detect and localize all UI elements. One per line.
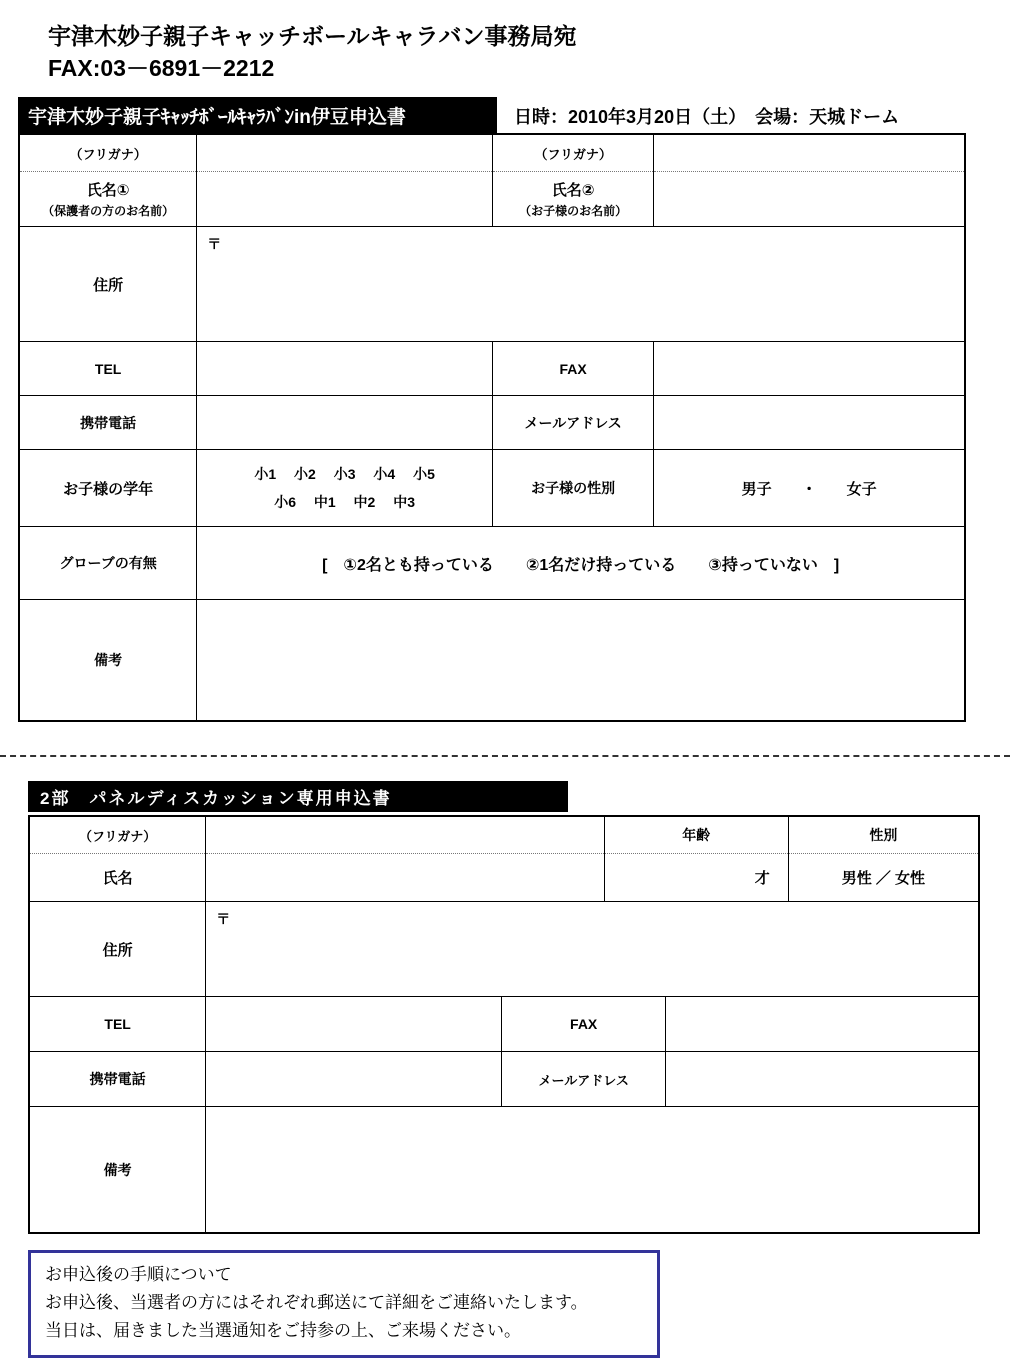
grade-options-line1: 小1 小2 小3 小4 小5 — [254, 466, 435, 482]
datetime-venue-line: 日時：2010年3月20日（土） 会場：天城ドーム — [514, 107, 900, 127]
name2-label-main: 氏名② — [551, 182, 595, 199]
child-gender-options: 男子 ・ 女子 — [741, 480, 877, 498]
table-row — [20, 600, 964, 720]
email-label: メールアドレス — [493, 396, 654, 449]
name2-label — [493, 172, 653, 226]
table-row — [30, 817, 978, 902]
table-row — [20, 227, 964, 342]
address-label: 住所 — [20, 227, 197, 341]
furigana-label-2: （フリガナ） — [493, 135, 653, 172]
glove-label: グローブの有無 — [20, 527, 197, 599]
notes-input-area — [197, 600, 964, 720]
notice-box — [28, 1250, 660, 1358]
email-input-area — [654, 396, 964, 449]
section1-application-table — [18, 133, 966, 722]
child-gender-label: お子様の性別 — [493, 450, 654, 526]
furigana1-input-area — [197, 135, 492, 172]
furigana-input-area — [206, 817, 603, 854]
email-input-area-2 — [666, 1052, 978, 1106]
table-row — [20, 135, 964, 227]
notice-line-2: お申込後、当選者の方にはそれぞれ郵送にて詳細をご連絡いたします。 — [45, 1293, 588, 1313]
notes-input-area-2 — [206, 1107, 978, 1232]
fax-label-2: FAX — [502, 997, 666, 1051]
grade-options-line2: 小6 中1 中2 中3 — [274, 494, 416, 510]
name1-input-area — [197, 135, 493, 226]
fax-label: FAX — [493, 342, 654, 395]
name1-label-main: 氏名① — [86, 182, 130, 199]
mobile-label: 携帯電話 — [20, 396, 197, 449]
mobile-label-2: 携帯電話 — [30, 1052, 206, 1106]
name1-label-cell — [20, 135, 197, 226]
fax-recipient-line: 宇津木妙子親子キャッチボールキャラバン事務局宛 — [48, 23, 577, 49]
section2-title-bar — [28, 781, 568, 812]
table-row — [30, 1052, 978, 1107]
table-row — [20, 450, 964, 527]
age-cell — [605, 817, 789, 901]
name1-label-sub: （保護者の方のお名前） — [42, 204, 175, 218]
notes-label-2: 備考 — [30, 1107, 206, 1232]
section1-title-bar — [18, 97, 497, 133]
gender-label: 性別 — [789, 817, 978, 854]
tel-input-area-2 — [206, 997, 502, 1051]
grade-options-area — [197, 450, 493, 526]
address-label-2: 住所 — [30, 902, 206, 996]
furigana-label-1: （フリガナ） — [20, 135, 196, 172]
fax-number-line: FAX:03－6891－2212 — [48, 55, 275, 82]
grade-label: お子様の学年 — [20, 450, 197, 526]
tel-label-2: TEL — [30, 997, 206, 1051]
gender-options: 男性 ／ 女性 — [841, 870, 926, 887]
mobile-input-area-2 — [206, 1052, 502, 1106]
section2-title: 2部 パネルディスカッション専用申込書 — [40, 789, 392, 808]
age-unit: 才 — [754, 870, 770, 887]
tel-label: TEL — [20, 342, 197, 395]
section1-title: 宇津木妙子親子ｷｬｯﾁﾎﾞｰﾙｷｬﾗﾊﾞﾝin伊豆申込書 — [28, 106, 406, 128]
name-label: 氏名 — [102, 870, 133, 887]
table-row — [20, 342, 964, 396]
email-label-2: メールアドレス — [502, 1052, 666, 1106]
name2-label-sub: （お子様のお名前） — [519, 204, 628, 218]
table-row — [30, 1107, 978, 1232]
fax-input-area-2 — [666, 997, 978, 1051]
tel-input-area — [197, 342, 493, 395]
table-row — [20, 396, 964, 450]
page-header — [48, 20, 577, 84]
age-label: 年齢 — [605, 817, 788, 854]
table-row — [20, 527, 964, 600]
notes-label: 備考 — [20, 600, 197, 720]
section2-application-table — [28, 815, 980, 1234]
mobile-input-area — [197, 396, 493, 449]
name2-input-area — [654, 135, 964, 226]
postal-mark-2: 〒 — [216, 911, 231, 927]
address-input-area-2 — [206, 902, 978, 996]
notice-line-1: お申込後の手順について — [45, 1265, 232, 1284]
table-row — [30, 997, 978, 1052]
gender-cell — [789, 817, 978, 901]
dashed-cut-separator — [0, 755, 1010, 757]
name-label-cell — [30, 817, 206, 901]
glove-options: [ ①2名とも持っている ②1名だけ持っている ③持っていない ] — [322, 556, 840, 574]
address-input-area — [197, 227, 964, 341]
name-input-area — [206, 817, 604, 901]
table-row — [30, 902, 978, 997]
furigana-label: （フリガナ） — [30, 817, 205, 854]
fax-input-area — [654, 342, 964, 395]
name2-label-cell — [493, 135, 654, 226]
postal-mark: 〒 — [207, 236, 222, 252]
name1-label — [20, 172, 196, 226]
notice-line-3: 当日は、届きました当選通知をご持参の上、ご来場ください。 — [45, 1321, 521, 1341]
furigana2-input-area — [654, 135, 964, 172]
